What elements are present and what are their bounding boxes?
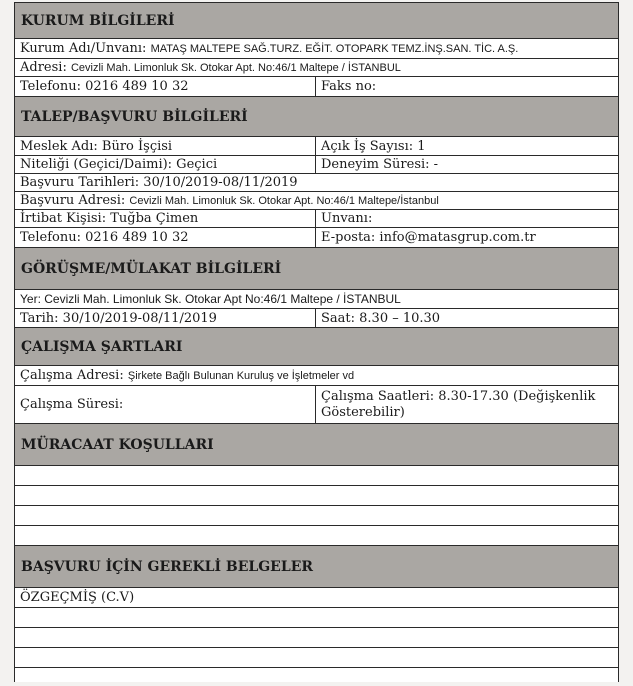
talep-row-5: [15, 210, 618, 228]
muracaat-row: [15, 486, 618, 506]
muracaat-row-text: [15, 506, 618, 525]
gorusme-tarih: Tarih: 30/10/2019-08/11/2019: [15, 309, 316, 327]
gorusme-yer: Yer: Cevizli Mah. Limonluk Sk. Otokar Apt No:46/1 Maltepe / İSTANBUL: [20, 292, 401, 306]
kurum-adi-row: [15, 39, 618, 59]
irtibat-kisisi: İrtibat Kişisi: Tuğba Çimen: [15, 210, 316, 227]
kurum-telefon-row: [15, 77, 618, 97]
calisma-adres-cell: [15, 366, 618, 385]
talep-row-1: [15, 137, 618, 156]
belgeler-row: [15, 628, 618, 648]
talep-row-2: [15, 156, 618, 174]
belgeler-row: [15, 608, 618, 628]
eposta: E-posta: info@matasgrup.com.tr: [321, 230, 536, 245]
calisma-sure-row: [15, 386, 618, 424]
belgeler-row-text: [15, 608, 618, 627]
section-header-gorusme: GÖRÜŞME/MÜLAKAT BİLGİLERİ: [15, 248, 618, 290]
belgeler-row-text: ÖZGEÇMİŞ (C.V): [20, 590, 135, 605]
kurum-adres-row: [15, 59, 618, 77]
kurum-adi-value: MATAŞ MALTEPE SAĞ.TURZ. EĞİT. OTOPARK TEMZ.İNŞ.SAN. TİC. A.Ş.: [150, 42, 519, 55]
talep-row-4: [15, 192, 618, 210]
section-header-calisma: ÇALIŞMA ŞARTLARI: [15, 328, 618, 366]
meslek-adi: Meslek Adı: Büro İşçisi: [15, 137, 316, 155]
calisma-adres-label: Çalışma Adresi:: [20, 368, 124, 383]
calisma-adres-row: [15, 366, 618, 386]
belgeler-row-text: [15, 628, 618, 647]
muracaat-row-text: [15, 486, 618, 505]
kurum-telefon: Telefonu: 0216 489 10 32: [15, 77, 316, 96]
kurum-adres-value: Cevizli Mah. Limonluk Sk. Otokar Apt. No:46/1 Maltepe / İSTANBUL: [70, 61, 401, 74]
calisma-saatleri: Çalışma Saatleri: 8.30-17.30 (Değişkenlik Gösterebilir): [321, 388, 596, 420]
kurum-faks: Faks no:: [321, 79, 377, 94]
belgeler-row-text: [15, 648, 618, 667]
section-header-muracaat: MÜRACAAT KOŞULLARI: [15, 424, 618, 466]
muracaat-row-text: [15, 466, 618, 485]
niteligi: Niteliği (Geçici/Daimi): Geçici: [15, 156, 316, 173]
muracaat-row: [15, 506, 618, 526]
gorusme-tarih-row: [15, 309, 618, 328]
application-form: [14, 2, 619, 682]
section-header-talep: TALEP/BAŞVURU BİLGİLERİ: [15, 97, 618, 137]
calisma-adres-value: Şirkete Bağlı Bulunan Kuruluş ve İşletmeler vd: [127, 369, 355, 382]
talep-row-3: [15, 174, 618, 192]
basvuru-tarihleri: Başvuru Tarihleri: 30/10/2019-08/11/2019: [20, 175, 298, 190]
calisma-suresi: Çalışma Süresi:: [15, 386, 316, 423]
belgeler-row-text: [15, 668, 618, 682]
talep-row-6: [15, 228, 618, 248]
muracaat-row: [15, 526, 618, 546]
acik-is-sayisi: Açık İş Sayısı: 1: [321, 138, 426, 154]
basvuru-adresi-cell: [15, 192, 618, 209]
kurum-adres-label: Adresi:: [20, 60, 67, 75]
belgeler-row: [15, 668, 618, 682]
section-header-belgeler: BAŞVURU İÇİN GEREKLİ BELGELER: [15, 546, 618, 588]
section-header-kurum: KURUM BİLGİLERİ: [15, 3, 618, 39]
gorusme-saat: Saat: 8.30 – 10.30: [321, 310, 441, 326]
kurum-adi-cell: [15, 39, 618, 58]
basvuru-adresi-value: Cevizli Mah. Limonluk Sk. Otokar Apt. No:46/1 Maltepe/İstanbul: [129, 194, 439, 207]
muracaat-row: [15, 466, 618, 486]
muracaat-row-text: [15, 526, 618, 545]
kurum-adres-cell: [15, 59, 618, 76]
belgeler-row: [15, 648, 618, 668]
unvani: Unvanı:: [321, 211, 373, 226]
deneyim-suresi: Deneyim Süresi: -: [321, 157, 439, 172]
talep-telefon: Telefonu: 0216 489 10 32: [15, 228, 316, 247]
basvuru-adresi-label: Başvuru Adresi:: [20, 193, 126, 208]
kurum-adi-label: Kurum Adı/Unvanı:: [20, 41, 147, 56]
gorusme-yer-row: [15, 290, 618, 309]
belgeler-row: [15, 588, 618, 608]
